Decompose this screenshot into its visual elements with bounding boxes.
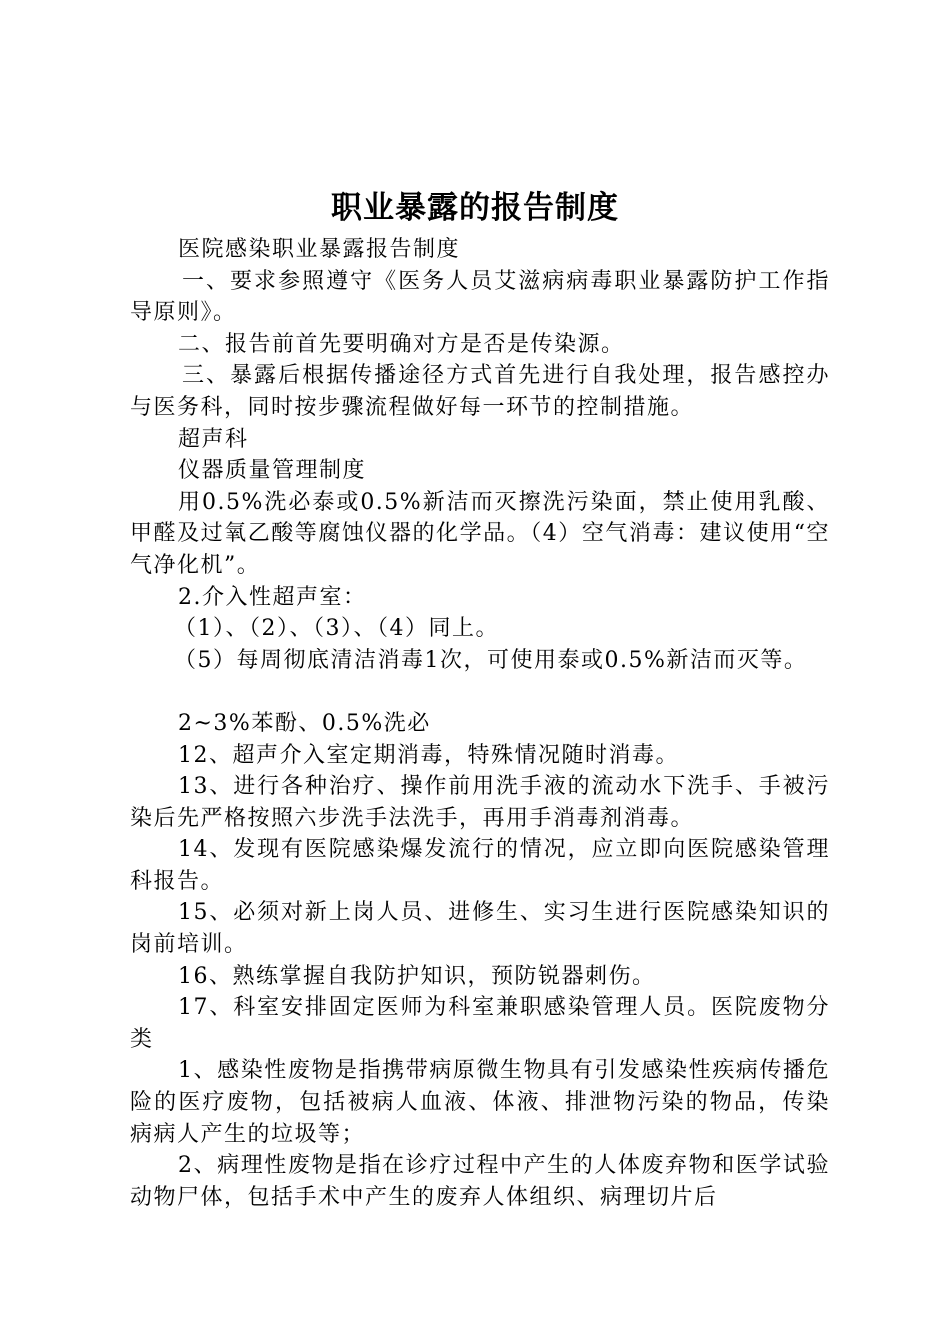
paragraph: 2~3%苯酚、0.5%洗必 xyxy=(178,710,431,736)
paragraph: 二、报告前首先要明确对方是否是传染源。 xyxy=(178,331,625,357)
blank-line xyxy=(130,676,830,708)
paragraph: 超声科 xyxy=(178,426,249,452)
paragraph: 医院感染职业暴露报告制度 xyxy=(178,237,461,262)
document-title: 职业暴露的报告制度 xyxy=(331,190,619,226)
paragraph: 16、熟练掌握自我防护知识，预防锐器刺伤。 xyxy=(178,963,656,989)
paragraph: 17、科室安排固定医师为科室兼职感染管理人员。医院废物分类 xyxy=(130,995,830,1052)
paragraph: 2、病理性废物是指在诊疗过程中产生的人体废弃物和医学试验动物尸体，包括手术中产生的废弃人体组织、病理切片后 xyxy=(130,1153,830,1210)
paragraph: 14、发现有医院感染爆发流行的情况，应立即向医院感染管理科报告。 xyxy=(130,837,830,894)
paragraph: 13、进行各种治疗、操作前用洗手液的流动水下洗手、手被污染后先严格按照六步洗手法洗手，再用手消毒剂消毒。 xyxy=(130,774,830,831)
paragraph: （1）、（2）、（3）、（4）同上。 xyxy=(174,616,499,642)
paragraph: 一、要求参照遵守《医务人员艾滋病病毒职业暴露防护工作指导原则》。 xyxy=(130,268,830,326)
paragraph: 三、暴露后根据传播途径方式首先进行自我处理，报告感控办与医务科，同时按步骤流程做好每一环节的控制措施。 xyxy=(130,363,830,420)
paragraph: 15、必须对新上岗人员、进修生、实习生进行医院感染知识的岗前培训。 xyxy=(130,900,830,958)
paragraph: 12、超声介入室定期消毒，特殊情况随时消毒。 xyxy=(178,742,679,768)
paragraph: 用0.5%洗必泰或0.5%新洁而灭擦洗污染面，禁止使用乳酸、甲醛及过氧乙酸等腐蚀仪器的化学品。（4）空气消毒：建议使用“空气净化机”。 xyxy=(130,489,830,578)
paragraph: 1、感染性废物是指携带病原微生物具有引发感染性疾病传播危险的医疗废物，包括被病人血液、体液、排泄物污染的物品，传染病病人产生的垃圾等； xyxy=(130,1058,830,1147)
document-body xyxy=(130,234,830,1213)
paragraph: （5）每周彻底清洁消毒1次，可使用泰或0.5%新洁而灭等。 xyxy=(174,647,808,673)
paragraph: 仪器质量管理制度 xyxy=(178,458,367,484)
paragraph: 2.介入性超声室： xyxy=(178,584,367,610)
